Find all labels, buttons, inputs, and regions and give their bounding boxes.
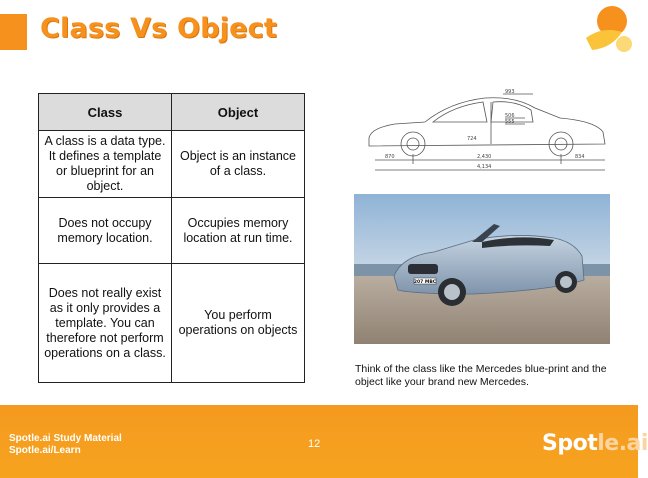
footer-learn-link[interactable]: Spotle.ai/Learn — [9, 445, 81, 456]
brand-rest: le.ai — [597, 431, 648, 456]
blueprint-dim: 555 — [505, 119, 515, 125]
table-row — [39, 131, 305, 198]
table-row — [39, 264, 305, 383]
license-plate: 207 MBC — [413, 280, 437, 285]
table-header-row — [39, 94, 305, 131]
table-cell: You perform operations on objects — [172, 264, 305, 383]
title-accent-bar — [0, 14, 27, 50]
blueprint-dim: 834 — [575, 154, 585, 160]
blueprint-dim: 870 — [385, 154, 395, 160]
table-cell: Object is an instance of a class. — [172, 131, 305, 198]
brand-main: Spot — [542, 431, 598, 456]
table-cell: A class is a data type. It defines a template or blueprint for an object. — [39, 131, 172, 198]
brand-wordmark — [542, 431, 648, 456]
blueprint-dim: 506 — [505, 113, 515, 119]
blueprint-dim: 2,430 — [477, 154, 492, 160]
table-cell: Occupies memory location at run time. — [172, 198, 305, 264]
footer-bar — [0, 405, 648, 478]
car-photo — [354, 194, 610, 344]
header-object: Object — [172, 94, 305, 131]
comparison-table — [38, 93, 305, 383]
footer-study-material: Spotle.ai Study Material — [9, 433, 122, 444]
page-number: 12 — [308, 438, 321, 450]
slide-title: Class Vs Object — [40, 13, 277, 44]
spotle-brand-logo — [542, 425, 648, 465]
header-class: Class — [39, 94, 172, 131]
footer-links — [9, 433, 122, 457]
car-blueprint-drawing — [355, 88, 617, 180]
spotle-logo-icon — [582, 4, 634, 56]
table-row — [39, 198, 305, 264]
blueprint-dim: 724 — [467, 136, 477, 142]
blueprint-dim: 4,134 — [477, 164, 492, 170]
blueprint-dim: 993 — [505, 89, 515, 95]
table-cell: Does not really exist as it only provides a template. You can therefore not perform operations on a class. — [39, 264, 172, 383]
table-cell: Does not occupy memory location. — [39, 198, 172, 264]
image-caption: Think of the class like the Mercedes blue-print and the object like your brand new Mercedes. — [355, 363, 607, 388]
